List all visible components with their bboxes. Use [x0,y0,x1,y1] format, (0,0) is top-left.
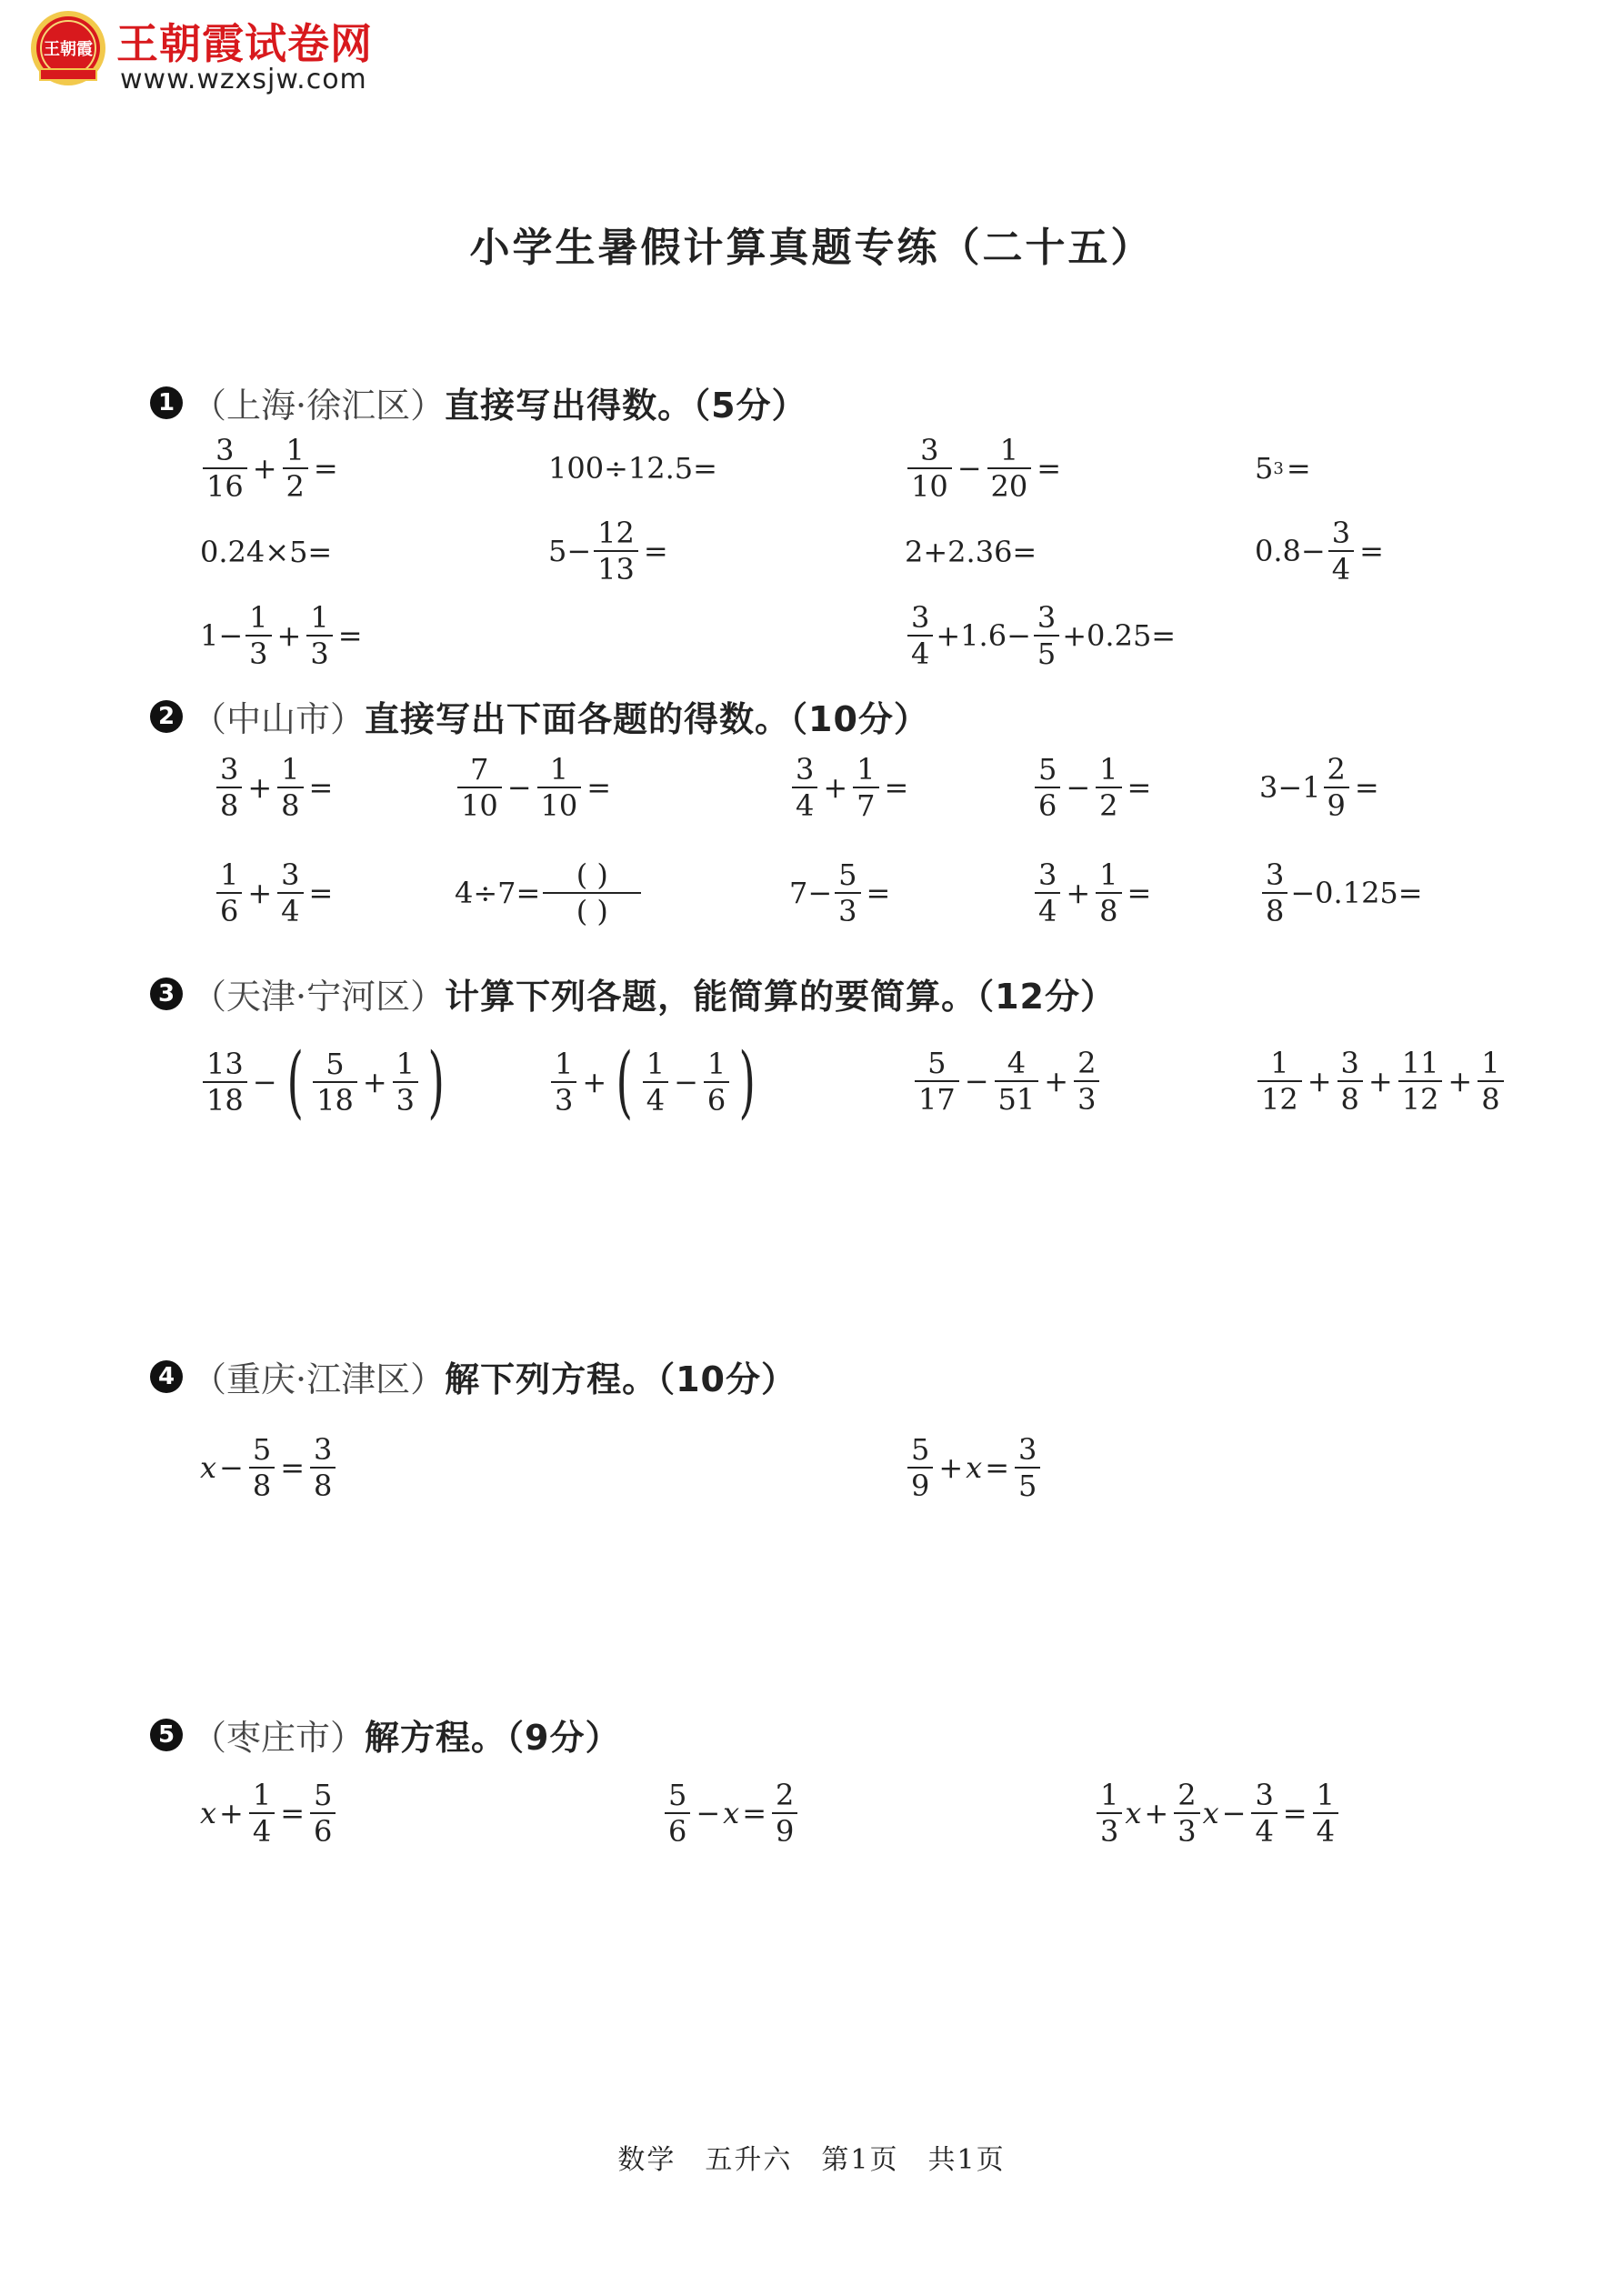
fraction: $\frac{1}{10}$ [537,752,582,823]
s4-equation-2: $\frac{5}{9}$ + x = $\frac{3}{5}$ [905,1432,1043,1503]
section-number: 3 [150,978,183,1010]
fraction: $\frac{11}{12}$ [1398,1046,1443,1117]
answer-fraction-blank: $\frac{( )}{( )}$ [543,857,641,928]
section-instruction: 解方程。（9分） [365,1718,621,1758]
section-number: 2 [150,700,183,733]
fraction: $\frac{1}{4}$ [643,1047,668,1118]
fraction: $\frac{2}{3}$ [1174,1778,1199,1849]
s3-problem-1: $\frac{13}{18}$ − ( $\frac{5}{18}$ + $\frac{1}{3}$ ) [200,1046,452,1118]
section-instruction: 计算下列各题，能简算的要简算。（12分） [445,977,1116,1017]
fraction: $\frac{3}{8}$ [216,752,242,823]
s2-problem-8: 7− $\frac{5}{3}$ = [789,857,891,928]
section-number: 4 [150,1360,183,1393]
s1-problem-9: 1− $\frac{1}{3}$ + $\frac{1}{3}$ = [200,600,363,671]
s3-problem-3: $\frac{5}{17}$ − $\frac{4}{51}$ + $\frac{2}{3}$ [912,1046,1102,1117]
s2-problem-6: $\frac{1}{6}$ + $\frac{3}{4}$ = [214,857,336,928]
page-footer: 数学 五升六 第1页 共1页 [617,2144,1006,2176]
fraction: $\frac{3}{4}$ [792,752,817,823]
s1-problem-4: 5 3 = [1255,451,1311,486]
fraction: $\frac{2}{9}$ [772,1778,797,1849]
s5-equation-3: $\frac{1}{3}$ x + $\frac{2}{3}$ x − $\frac{3}{4}$ = $\frac{1}{4}$ [1094,1778,1341,1849]
fraction: $\frac{1}{12}$ [1257,1046,1302,1117]
fraction: $\frac{7}{10}$ [457,752,502,823]
section-source: （重庆·江津区） [192,1359,446,1399]
fraction: $\frac{3}{4}$ [277,857,303,928]
left-paren: ( [616,1037,634,1128]
fraction: $\frac{5}{17}$ [915,1046,959,1117]
right-paren: ) [738,1037,756,1128]
section-instruction: 直接写出得数。（5分） [445,386,807,426]
fraction: $\frac{2}{9}$ [1324,752,1349,823]
fraction: $\frac{13}{18}$ [203,1047,247,1118]
section-instruction: 直接写出下面各题的得数。（10分） [365,699,929,739]
fraction: $\frac{3}{8}$ [1337,1046,1363,1117]
fraction: $\frac{5}{6}$ [665,1778,690,1849]
s1-problem-8: 0.8− $\frac{3}{4}$ = [1255,516,1384,587]
fraction: $\frac{1}{8}$ [1096,857,1121,928]
s2-problem-1: $\frac{3}{8}$ + $\frac{1}{8}$ = [214,752,336,823]
s1-problem-6: 5− $\frac{12}{13}$ = [548,516,668,587]
s1-problem-2: 100÷12.5= [548,451,717,486]
fraction: $\frac{1}{20}$ [987,433,1032,504]
fraction: $\frac{3}{4}$ [907,600,933,671]
fraction: $\frac{3}{4}$ [1328,516,1354,587]
fraction: $\frac{3}{16}$ [203,433,247,504]
section-instruction: 解下列方程。（10分） [445,1359,796,1399]
page-title: 小学生暑假计算真题专练（二十五） [469,225,1154,271]
fraction: $\frac{1}{3}$ [551,1047,576,1118]
fraction: $\frac{3}{5}$ [1015,1432,1040,1503]
s3-problem-2: $\frac{1}{3}$ + ( $\frac{1}{4}$ − $\frac{1}{6}$ ) [548,1046,763,1118]
fraction: $\frac{3}{8}$ [310,1432,336,1503]
section-2-heading [150,691,929,741]
section-source: （枣庄市） [192,1718,366,1758]
fraction: $\frac{3}{8}$ [1262,857,1287,928]
section-source: （上海·徐汇区） [192,386,446,426]
s5-equation-1: x + $\frac{1}{4}$ = $\frac{5}{6}$ [200,1778,338,1849]
s2-problem-7: 4÷7= $\frac{( )}{( )}$ [455,857,644,928]
s1-problem-5: 0.24×5= [200,535,333,569]
right-paren: ) [427,1037,445,1128]
fraction: $\frac{5}{9}$ [907,1432,933,1503]
fraction: $\frac{5}{8}$ [249,1432,275,1503]
fraction: $\frac{1}{6}$ [704,1047,729,1118]
s2-problem-10: $\frac{3}{8}$ −0.125= [1259,857,1423,928]
section-4-heading [150,1351,796,1401]
s4-equation-1: x − $\frac{5}{8}$ = $\frac{3}{8}$ [200,1432,338,1503]
fraction: $\frac{1}{3}$ [245,600,271,671]
section-3-heading [150,968,1116,1018]
s5-equation-2: $\frac{5}{6}$ − x = $\frac{2}{9}$ [662,1778,800,1849]
section-1-heading [150,377,807,427]
left-paren: ( [286,1037,304,1128]
s2-problem-5: 3−1 $\frac{2}{9}$ = [1259,752,1379,823]
fraction: $\frac{1}{4}$ [1313,1778,1338,1849]
s2-problem-3: $\frac{3}{4}$ + $\frac{1}{7}$ = [789,752,911,823]
section-5-heading [150,1709,620,1760]
fraction: $\frac{5}{18}$ [313,1047,357,1118]
logo-brand-name: 王朝霞试卷网 [116,19,373,68]
fraction: $\frac{1}{4}$ [249,1778,275,1849]
s2-problem-4: $\frac{5}{6}$ − $\frac{1}{2}$ = [1032,752,1154,823]
s3-problem-4: $\frac{1}{12}$ + $\frac{3}{8}$ + $\frac{11}{12}$ + $\frac{1}{8}$ [1255,1046,1507,1117]
fraction: $\frac{4}{51}$ [995,1046,1039,1117]
s2-problem-9: $\frac{3}{4}$ + $\frac{1}{8}$ = [1032,857,1154,928]
section-number: 1 [150,386,183,419]
s1-problem-1: $\frac{3}{16}$ + $\frac{1}{2}$ = [200,433,341,504]
logo-url: www.wzxsjw.com [120,64,367,95]
logo-seal [29,9,107,87]
fraction: $\frac{1}{3}$ [306,600,332,671]
s1-problem-10: $\frac{3}{4}$ +1.6− $\frac{3}{5}$ +0.25= [905,600,1176,671]
fraction: $\frac{12}{13}$ [594,516,638,587]
s2-problem-2: $\frac{7}{10}$ − $\frac{1}{10}$ = [455,752,614,823]
fraction: $\frac{2}{3}$ [1074,1046,1099,1117]
s1-problem-3: $\frac{3}{10}$ − $\frac{1}{20}$ = [905,433,1064,504]
svg-text:王朝霞: 王朝霞 [44,40,93,59]
fraction: $\frac{1}{3}$ [1097,1778,1122,1849]
section-source: （中山市） [192,699,366,739]
fraction: $\frac{3}{4}$ [1035,857,1060,928]
fraction: $\frac{1}{7}$ [853,752,878,823]
fraction: $\frac{5}{6}$ [310,1778,336,1849]
section-source: （天津·宁河区） [192,977,446,1017]
section-number: 5 [150,1719,183,1751]
fraction: $\frac{3}{4}$ [1251,1778,1277,1849]
fraction: $\frac{3}{5}$ [1034,600,1059,671]
fraction: $\frac{1}{2}$ [283,433,308,504]
fraction: $\frac{3}{10}$ [907,433,952,504]
fraction: $\frac{1}{2}$ [1096,752,1121,823]
fraction: $\frac{1}{6}$ [216,857,242,928]
fraction: $\frac{5}{3}$ [835,857,860,928]
fraction: $\frac{1}{3}$ [393,1047,418,1118]
s1-problem-7: 2+2.36= [905,535,1037,569]
fraction: $\frac{1}{8}$ [277,752,303,823]
fraction: $\frac{1}{8}$ [1478,1046,1503,1117]
fraction: $\frac{5}{6}$ [1035,752,1060,823]
